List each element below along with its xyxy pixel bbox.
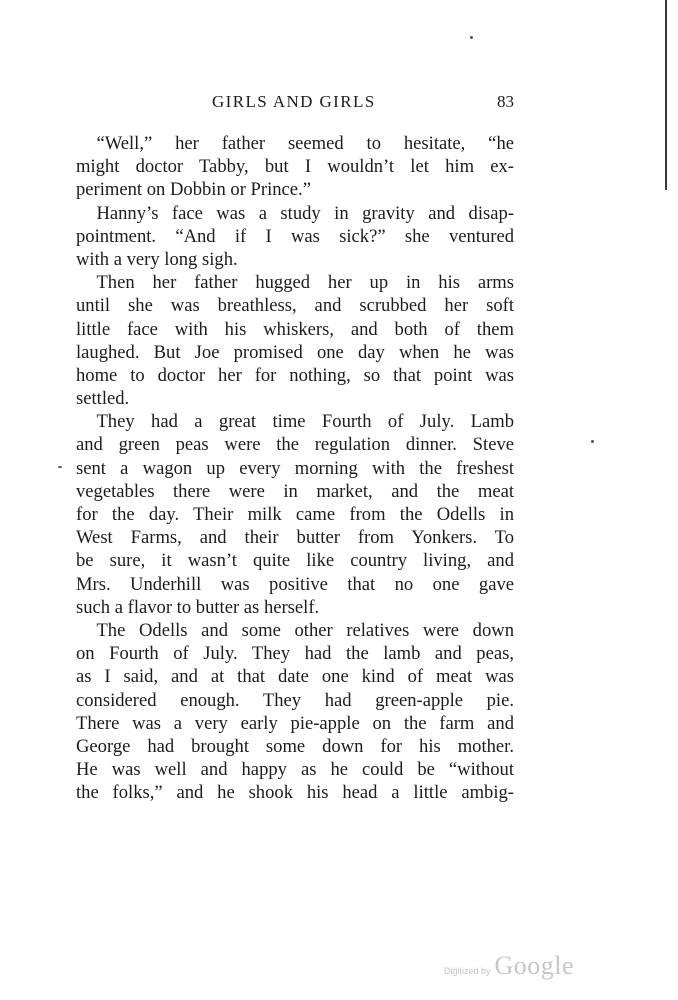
google-logo: Google xyxy=(494,951,575,980)
ink-speck xyxy=(470,36,473,39)
text-line: “Well,” her father seemed to hesitate, “he xyxy=(96,133,514,154)
text-line: little face with his whiskers, and both of them xyxy=(76,318,514,340)
text-line: might doctor Tabby, but I wouldn’t let him ex- xyxy=(76,156,514,178)
text-line: and green peas were the regulation dinner. Steve xyxy=(76,434,514,456)
text-line: pointment. “And if I was sick?” she ventured xyxy=(76,225,514,247)
text-line: the folks,” and he shook his head a little ambig- xyxy=(76,782,514,804)
page-header xyxy=(76,92,514,116)
text-line: as I said, and at that date one kind of meat was xyxy=(76,666,514,688)
body-text xyxy=(76,132,514,804)
text-line: settled. xyxy=(76,388,130,410)
text-line: There was a very early pie-apple on the farm and xyxy=(76,712,514,734)
page-number: 83 xyxy=(497,92,514,111)
text-line: on Fourth of July. They had the lamb and peas, xyxy=(76,643,514,665)
text-line: West Farms, and their butter from Yonkers. To xyxy=(76,527,514,549)
text-line: such a flavor to butter as herself. xyxy=(76,596,320,618)
text-line: Hanny’s face was a study in gravity and disap- xyxy=(96,202,514,224)
text-line: periment on Dobbin or Prince.” xyxy=(76,179,311,201)
text-line: He was well and happy as he could be “without xyxy=(76,759,514,781)
text-line: with a very long sigh. xyxy=(76,248,238,270)
page-edge-line xyxy=(665,0,667,190)
ink-speck xyxy=(591,440,594,443)
text-line: considered enough. They had green-apple pie. xyxy=(76,689,514,711)
text-line: sent a wagon up every morning with the freshest xyxy=(76,457,514,479)
running-head: GIRLS AND GIRLS xyxy=(212,92,376,111)
text-line: home to doctor her for nothing, so that point was xyxy=(76,364,514,386)
text-line: laughed. But Joe promised one day when he was xyxy=(76,341,514,363)
text-line: Mrs. Underhill was positive that no one gave xyxy=(76,573,514,595)
text-line: George had brought some down for his mother. xyxy=(76,735,514,757)
text-line: until she was breathless, and scrubbed her soft xyxy=(76,295,514,317)
text-line: be sure, it wasn’t quite like country living, and xyxy=(76,550,514,572)
ink-speck xyxy=(58,466,62,468)
text-line: for the day. Their milk came from the Odells in xyxy=(76,504,514,525)
digitized-watermark xyxy=(444,951,574,981)
text-line: They had a great time Fourth of July. Lamb xyxy=(96,411,514,433)
text-line: vegetables there were in market, and the meat xyxy=(76,480,514,502)
text-line: Then her father hugged her up in his arms xyxy=(96,272,514,294)
text-line: The Odells and some other relatives were down xyxy=(96,619,514,641)
watermark-prefix: Digitized by xyxy=(444,966,491,976)
